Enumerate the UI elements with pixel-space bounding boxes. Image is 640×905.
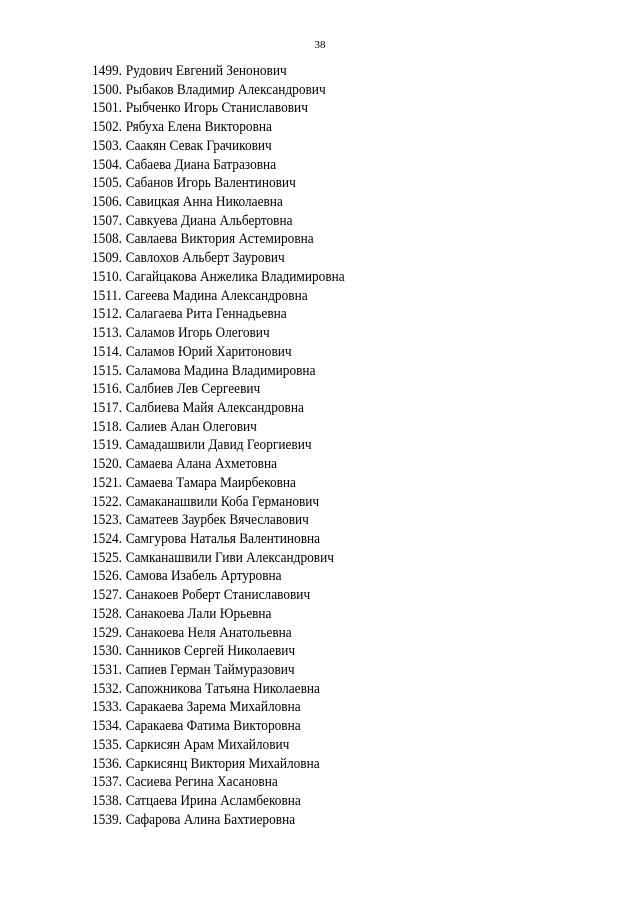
list-item: [92, 493, 534, 512]
list-item-number: 1513.: [92, 325, 123, 342]
list-item-number: 1530.: [92, 643, 123, 660]
list-item-number: 1510.: [92, 268, 123, 285]
list-item: [92, 418, 534, 437]
list-item-number: 1507.: [92, 212, 123, 229]
list-item-name: Сафарова Алина Бахтиеровна: [125, 811, 296, 828]
list-item: [92, 811, 534, 830]
list-item: [92, 137, 534, 156]
list-item: [92, 62, 534, 81]
list-item-name: Санников Сергей Николаевич: [125, 643, 296, 660]
list-item: [92, 792, 534, 811]
list-item-name: Самадашвили Давид Георгиевич: [125, 437, 312, 454]
list-item: [92, 755, 534, 774]
name-list: [92, 62, 572, 829]
list-item-number: 1512.: [92, 306, 123, 323]
list-item-name: Рябуха Елена Викторовна: [125, 119, 272, 136]
list-item: [92, 287, 534, 306]
list-item-number: 1537.: [92, 774, 123, 791]
list-item-number: 1529.: [92, 624, 123, 641]
list-item-number: 1501.: [92, 100, 123, 117]
list-item: [92, 530, 534, 549]
list-item: [92, 305, 534, 324]
list-item: [92, 436, 534, 455]
list-item-number: 1536.: [92, 755, 123, 772]
list-item-number: 1508.: [92, 231, 123, 248]
list-item-name: Рыбаков Владимир Александрович: [125, 81, 326, 98]
list-item-name: Сапожникова Татьяна Николаевна: [125, 680, 320, 697]
list-item: [92, 193, 534, 212]
list-item-number: 1511.: [92, 287, 122, 304]
list-item: [92, 586, 534, 605]
list-item: [92, 717, 534, 736]
list-item-number: 1500.: [92, 81, 123, 98]
list-item-number: 1503.: [92, 137, 123, 154]
list-item-number: 1520.: [92, 456, 123, 473]
list-item: [92, 474, 534, 493]
list-item-name: Салбиев Лев Сергеевич: [125, 381, 261, 398]
list-item: [92, 567, 534, 586]
list-item: [92, 324, 534, 343]
list-item-name: Салиев Алан Олегович: [125, 418, 257, 435]
list-item-name: Сатцаева Ирина Асламбековна: [125, 793, 301, 810]
list-item-number: 1509.: [92, 250, 123, 267]
list-item-number: 1533.: [92, 699, 123, 716]
list-item-name: Самова Изабель Артуровна: [125, 568, 282, 585]
list-item-name: Саркисянц Виктория Михайловна: [125, 755, 320, 772]
list-item: [92, 380, 534, 399]
list-item-number: 1523.: [92, 512, 123, 529]
list-item-name: Саматеев Заурбек Вячеславович: [125, 512, 309, 529]
list-item-number: 1499.: [92, 63, 123, 79]
list-item: [92, 81, 534, 100]
list-item-name: Сагайцакова Анжелика Владимировна: [125, 268, 345, 285]
list-item: [92, 399, 534, 418]
list-item-number: 1531.: [92, 662, 123, 678]
list-item-number: 1519.: [92, 437, 123, 454]
list-item-number: 1506.: [92, 194, 123, 211]
list-item: [92, 642, 534, 661]
list-item-number: 1522.: [92, 493, 123, 510]
list-item-name: Сапиев Герман Таймуразович: [125, 662, 295, 678]
list-item-name: Савкуева Диана Альбертовна: [125, 212, 293, 229]
list-item: [92, 249, 534, 268]
list-item-name: Самканашвили Гиви Александрович: [125, 549, 334, 566]
list-item: [92, 99, 534, 118]
list-item-number: 1526.: [92, 568, 123, 585]
list-item-name: Санакоев Роберт Станиславович: [125, 587, 311, 604]
list-item-name: Самаканашвили Коба Германович: [125, 493, 320, 510]
list-item: [92, 118, 534, 137]
list-item-name: Салагаева Рита Геннадьевна: [125, 306, 287, 323]
list-item-name: Рудович Евгений Зенонович: [125, 63, 287, 79]
list-item-name: Санакоева Лали Юрьевна: [125, 605, 272, 622]
list-item: [92, 773, 534, 792]
list-item: [92, 212, 534, 231]
list-item-name: Савлохов Альберт Заурович: [125, 250, 285, 267]
list-item-number: 1532.: [92, 680, 123, 697]
list-item-number: 1516.: [92, 381, 123, 398]
list-item-number: 1527.: [92, 587, 123, 604]
list-item: [92, 680, 534, 699]
list-item-name: Саркисян Арам Михайлович: [125, 736, 290, 753]
list-item-name: Санакоева Неля Анатольевна: [125, 624, 292, 641]
list-item: [92, 230, 534, 249]
list-item-name: Саламов Игорь Олегович: [125, 325, 270, 342]
list-item: [92, 605, 534, 624]
list-item: [92, 511, 534, 530]
list-item-number: 1517.: [92, 399, 123, 416]
list-item-name: Сабаева Диана Батразовна: [125, 156, 277, 173]
list-item-name: Салбиева Майя Александровна: [125, 399, 304, 416]
list-item-number: 1524.: [92, 530, 123, 547]
list-item-number: 1518.: [92, 418, 123, 435]
list-item: [92, 624, 534, 643]
list-item-number: 1502.: [92, 119, 123, 136]
list-item: [92, 455, 534, 474]
list-item-name: Савлаева Виктория Астемировна: [125, 231, 314, 248]
list-item: [92, 698, 534, 717]
list-item-name: Самаева Тамара Маирбековна: [125, 474, 296, 491]
list-item-name: Саламова Мадина Владимировна: [125, 362, 316, 379]
list-item-number: 1528.: [92, 605, 123, 622]
list-item: [92, 549, 534, 568]
list-item: [92, 156, 534, 175]
list-item-name: Саракаева Зарема Михайловна: [125, 699, 301, 716]
list-item-number: 1504.: [92, 156, 123, 173]
list-item-number: 1515.: [92, 362, 123, 379]
list-item-name: Самгурова Наталья Валентиновна: [125, 530, 321, 547]
list-item-name: Сабанов Игорь Валентинович: [125, 175, 296, 192]
list-item-name: Саракаева Фатима Викторовна: [125, 718, 301, 735]
list-item-number: 1505.: [92, 175, 123, 192]
list-item-name: Саламов Юрий Харитонович: [125, 343, 292, 360]
list-item: [92, 362, 534, 381]
list-item-number: 1535.: [92, 736, 123, 753]
list-item-number: 1514.: [92, 343, 123, 360]
list-item: [92, 343, 534, 362]
page-number: 38: [314, 39, 326, 51]
list-item: [92, 268, 534, 287]
list-item-name: Рыбченко Игорь Станиславович: [125, 100, 308, 117]
list-item-number: 1521.: [92, 474, 123, 491]
list-item-name: Сагеева Мадина Александровна: [125, 287, 308, 304]
list-item: [92, 174, 534, 193]
list-item: [92, 661, 534, 680]
list-item-number: 1534.: [92, 718, 123, 735]
list-item-number: 1538.: [92, 793, 123, 810]
list-item-name: Савицкая Анна Николаевна: [125, 194, 283, 211]
list-item-number: 1525.: [92, 549, 123, 566]
list-item-name: Саакян Севак Грачикович: [125, 137, 272, 154]
list-item: [92, 736, 534, 755]
list-item-number: 1539.: [92, 811, 123, 828]
list-item-name: Самаева Алана Ахметовна: [125, 456, 278, 473]
list-item-name: Сасиева Регина Хасановна: [125, 774, 278, 791]
